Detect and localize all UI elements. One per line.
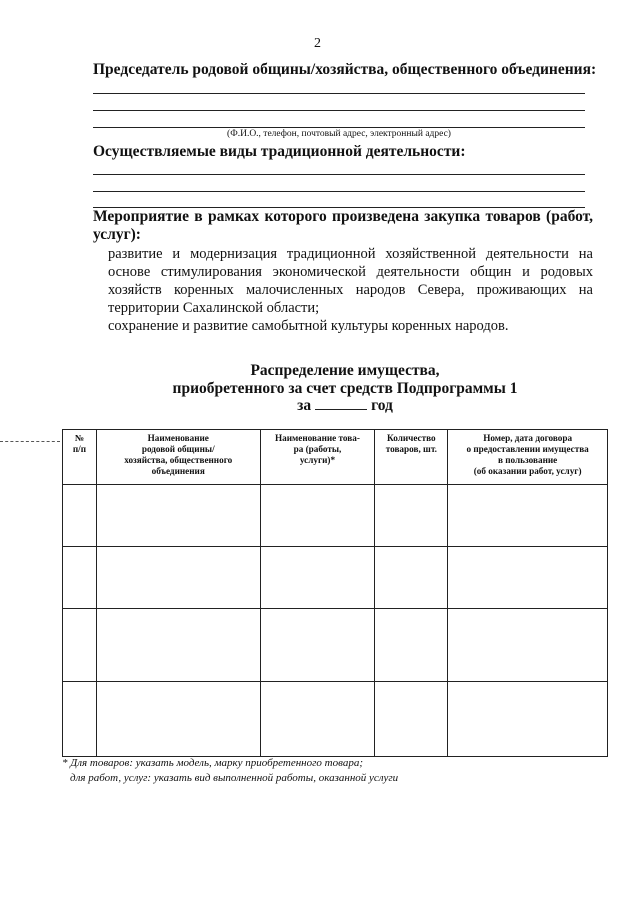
chairman-caption: (Ф.И.О., телефон, почтовый адрес, электронный адрес) (227, 129, 451, 139)
table-cell[interactable] (260, 682, 375, 757)
table-row (63, 547, 608, 609)
table-cell[interactable] (448, 485, 608, 547)
table-cell[interactable] (260, 485, 375, 547)
activities-line-1 (93, 174, 585, 175)
footnote-line2: для работ, услуг: указать вид выполненной работы, оказанной услуги (70, 772, 399, 784)
page-number: 2 (314, 36, 321, 51)
table-cell[interactable] (375, 485, 448, 547)
header-quantity: Количество товаров, шт. (375, 430, 448, 485)
chairman-heading: Председатель родовой общины/хозяйства, общественного объединения: (93, 61, 597, 78)
table-title-line1: Распределение имущества, (250, 362, 440, 379)
table-cell[interactable] (63, 682, 97, 757)
table-cell[interactable] (96, 485, 260, 547)
header-goods-name: Наименование това- ра (работы, услуги)* (260, 430, 375, 485)
event-paragraph-1: развитие и модернизация традиционной хозяйственной деятельности на основе стимулирования экономической деятельности общин и родовых хозяйств коренных малочисленных народов Севера, проживающих на территории Сахалинской области; (108, 246, 593, 316)
chairman-line-1 (93, 93, 585, 94)
year-suffix: год (371, 397, 393, 414)
table-cell[interactable] (96, 609, 260, 682)
table-cell[interactable] (448, 609, 608, 682)
table-header-row (63, 430, 608, 485)
table-cell[interactable] (96, 682, 260, 757)
event-heading-line1: Мероприятие в рамках которого произведена закупка товаров (работ, (93, 208, 593, 225)
activities-heading: Осуществляемые виды традиционной деятельности: (93, 143, 466, 160)
table-title-line2: приобретенного за счет средств Подпрограммы 1 (172, 380, 518, 397)
table-row (63, 485, 608, 547)
table-cell[interactable] (375, 609, 448, 682)
header-number: № п/п (63, 430, 97, 485)
table-title-year (0, 397, 635, 415)
table-row (63, 682, 608, 757)
distribution-table (62, 429, 608, 757)
table-cell[interactable] (96, 547, 260, 609)
activities-line-2 (93, 191, 585, 192)
table-cell[interactable] (375, 682, 448, 757)
table-cell[interactable] (63, 609, 97, 682)
header-community-name: Наименование родовой общины/ хозяйства, общественного объединения (96, 430, 260, 485)
table-cell[interactable] (260, 609, 375, 682)
table-cell[interactable] (448, 547, 608, 609)
table-cell[interactable] (375, 547, 448, 609)
table-cell[interactable] (63, 485, 97, 547)
event-heading-line2: услуг): (93, 226, 141, 243)
year-blank (315, 397, 367, 410)
table-cell[interactable] (63, 547, 97, 609)
footnote-line1: * Для товаров: указать модель, марку приобретенного товара; (62, 757, 363, 769)
event-heading (93, 208, 593, 244)
year-prefix: за (297, 397, 312, 414)
table-cell[interactable] (448, 682, 608, 757)
chairman-line-3 (93, 127, 585, 128)
header-contract: Номер, дата договора о предоставлении имущества в пользование (об оказании работ, услуг) (448, 430, 608, 485)
footnote (62, 756, 582, 786)
chairman-line-2 (93, 110, 585, 111)
table-row (63, 609, 608, 682)
margin-dash (0, 441, 60, 442)
event-paragraph-2: сохранение и развитие самобытной культуры коренных народов. (108, 318, 509, 334)
event-description (108, 245, 593, 335)
table-cell[interactable] (260, 547, 375, 609)
